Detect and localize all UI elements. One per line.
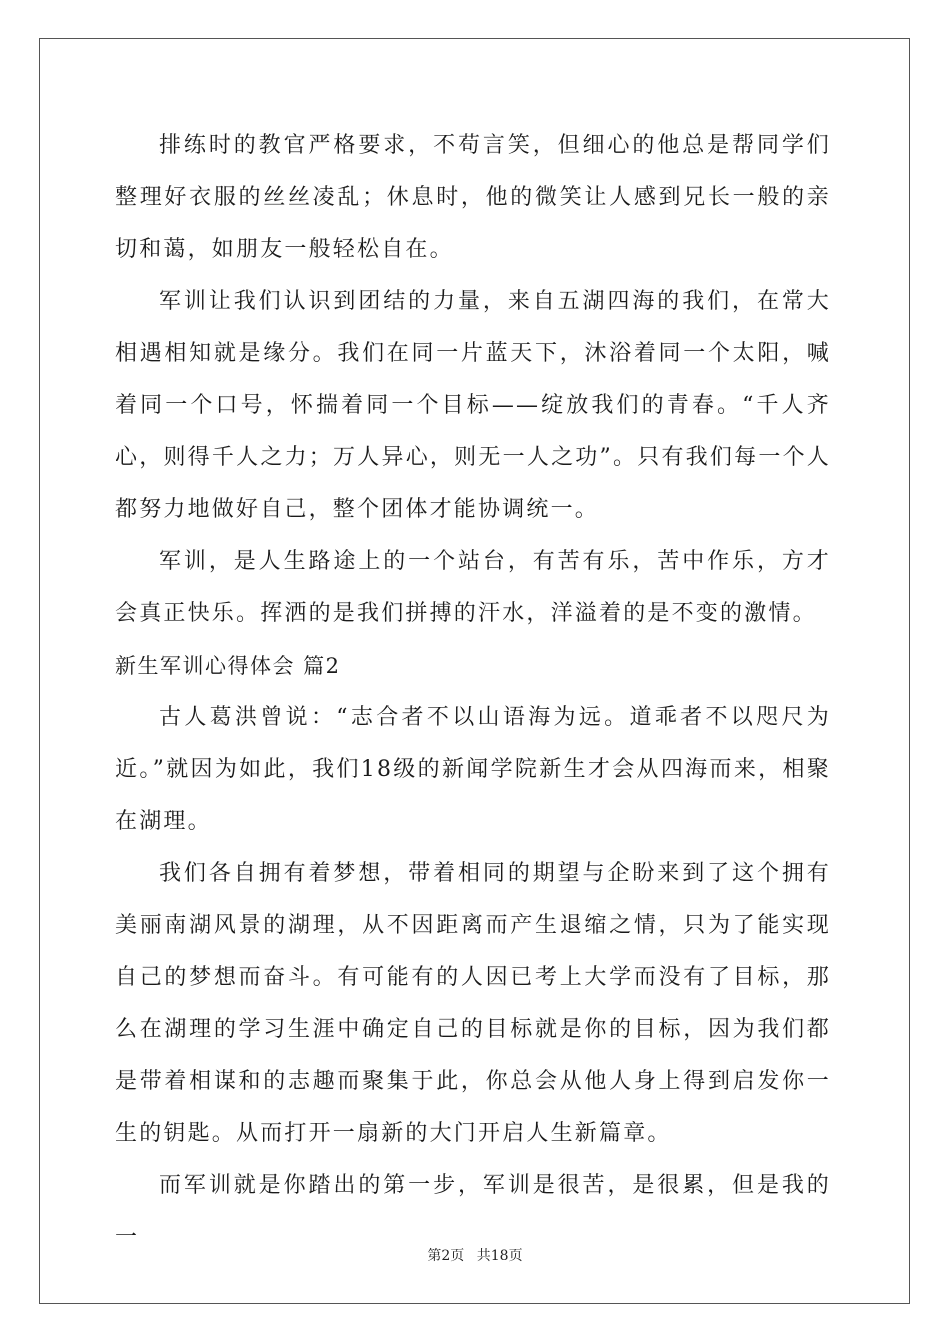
paragraph: 古人葛洪曾说：“志合者不以山语海为远。道乖者不以咫尺为近。”就因为如此，我们18级的新闻学院新生才会从四海而来，相聚在湖理。 (115, 705, 831, 834)
paragraph: 军训，是人生路途上的一个站台，有苦有乐，苦中作乐，方才会真正快乐。挥洒的是我们拼搏的汗水，洋溢着的是不变的激情。 (115, 549, 831, 626)
paragraph: 而军训就是你踏出的第一步，军训是很苦，是很累，但是我的一 (115, 1173, 831, 1250)
page-footer (0, 1245, 950, 1265)
page-number: 第2页 (427, 1248, 465, 1264)
document-body (115, 120, 831, 1264)
section-heading: 新生军训心得体会 篇2 (115, 654, 341, 678)
paragraph: 我们各自拥有着梦想，带着相同的期望与企盼来到了这个拥有美丽南湖风景的湖理，从不因距离而产生退缩之情，只为了能实现自己的梦想而奋斗。有可能有的人因已考上大学而没有了目标，那么在湖理的学习生涯中确定自己的目标就是你的目标，因为我们都是带着相谋和的志趣而聚集于此，你总会从他人身上得到启发你一生的钥匙。从而打开一扇新的大门开启人生新篇章。 (115, 861, 831, 1146)
page-total: 共18页 (476, 1248, 523, 1264)
paragraph: 排练时的教官严格要求，不苟言笑，但细心的他总是帮同学们整理好衣服的丝丝凌乱；休息时，他的微笑让人感到兄长一般的亲切和蔼，如朋友一般轻松自在。 (115, 133, 831, 262)
paragraph: 军训让我们认识到团结的力量，来自五湖四海的我们，在常大相遇相知就是缘分。我们在同一片蓝天下，沐浴着同一个太阳，喊着同一个口号，怀揣着同一个目标——绽放我们的青春。“千人齐心，则得千人之力；万人异心，则无一人之功”。只有我们每一个人都努力地做好自己，整个团体才能协调统一。 (115, 289, 831, 522)
